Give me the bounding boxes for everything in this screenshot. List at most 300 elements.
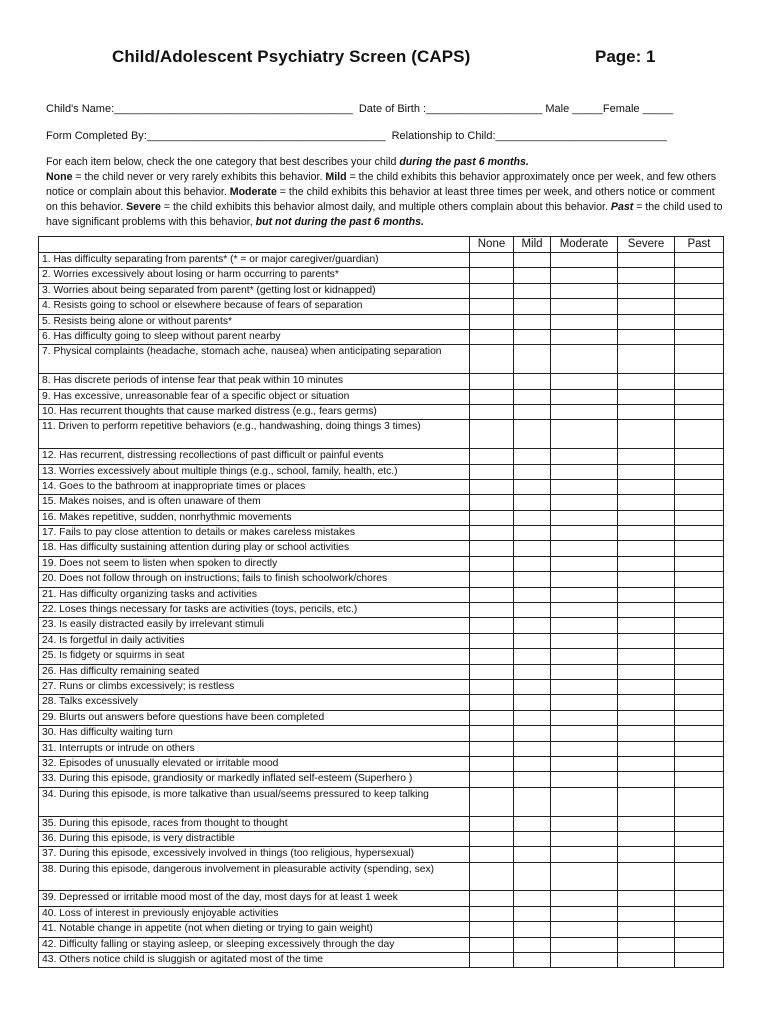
def-severe: = the child exhibits this behavior almost daily, and multiple others complain about this behavior. — [160, 201, 611, 213]
checkbox-cell-none[interactable] — [470, 618, 514, 633]
checkbox-cell-mild[interactable] — [514, 556, 551, 571]
table-row — [39, 464, 724, 479]
checkbox-cell-severe[interactable] — [618, 649, 675, 664]
label-severe: Severe — [126, 201, 161, 213]
checkbox-cell-past[interactable] — [675, 741, 724, 756]
checkbox-cell-past[interactable] — [675, 618, 724, 633]
checkbox-cell-moderate[interactable] — [551, 587, 618, 602]
item-text: 26. Has difficulty remaining seated — [39, 664, 470, 679]
table-body — [39, 253, 724, 968]
table-row — [39, 618, 724, 633]
checkbox-cell-none[interactable] — [470, 526, 514, 541]
checkbox-cell-past[interactable] — [675, 664, 724, 679]
checkbox-cell-none[interactable] — [470, 572, 514, 587]
checkbox-cell-past[interactable] — [675, 329, 724, 344]
checkbox-cell-moderate[interactable] — [551, 314, 618, 329]
checkbox-cell-severe[interactable] — [618, 695, 675, 710]
checkbox-cell-none[interactable] — [470, 953, 514, 968]
checkbox-cell-none[interactable] — [470, 756, 514, 771]
item-text: 32. Episodes of unusually elevated or irritable mood — [39, 756, 470, 771]
checkbox-cell-moderate[interactable] — [551, 603, 618, 618]
item-text: 15. Makes noises, and is often unaware of them — [39, 495, 470, 510]
checkbox-cell-mild[interactable] — [514, 329, 551, 344]
child-info-line[interactable]: Child's Name:_______________________________________ Date of Birth :___________________ Male _____Female _____ — [46, 103, 674, 115]
checkbox-cell-severe[interactable] — [618, 526, 675, 541]
table-row — [39, 695, 724, 710]
item-text: 8. Has discrete periods of intense fear that peak within 10 minutes — [39, 374, 470, 389]
checkbox-cell-severe[interactable] — [618, 253, 675, 268]
checkbox-cell-moderate[interactable] — [551, 618, 618, 633]
checkbox-cell-past[interactable] — [675, 862, 724, 891]
table-row — [39, 420, 724, 449]
item-text: 24. Is forgetful in daily activities — [39, 633, 470, 648]
checkbox-cell-past[interactable] — [675, 922, 724, 937]
checkbox-cell-none[interactable] — [470, 772, 514, 787]
checkbox-cell-none[interactable] — [470, 710, 514, 725]
checkbox-cell-moderate[interactable] — [551, 510, 618, 525]
checkbox-cell-moderate[interactable] — [551, 556, 618, 571]
item-text: 33. During this episode, grandiosity or markedly inflated self-esteem (Superhero ) — [39, 772, 470, 787]
checkbox-cell-past[interactable] — [675, 510, 724, 525]
item-text: 6. Has difficulty going to sleep without parent nearby — [39, 329, 470, 344]
checkbox-cell-mild[interactable] — [514, 253, 551, 268]
item-text: 18. Has difficulty sustaining attention during play or school activities — [39, 541, 470, 556]
item-text: 10. Has recurrent thoughts that cause marked distress (e.g., fears germs) — [39, 404, 470, 419]
checkbox-cell-past[interactable] — [675, 526, 724, 541]
table-row — [39, 710, 724, 725]
checkbox-cell-severe[interactable] — [618, 374, 675, 389]
col-header-severe: Severe — [618, 237, 675, 253]
def-past-em: but not during the past 6 months. — [255, 216, 424, 228]
table-row — [39, 404, 724, 419]
item-text: 17. Fails to pay close attention to details or makes careless mistakes — [39, 526, 470, 541]
checkbox-cell-mild[interactable] — [514, 526, 551, 541]
checkbox-cell-mild[interactable] — [514, 772, 551, 787]
checkbox-cell-moderate[interactable] — [551, 479, 618, 494]
checkbox-cell-moderate[interactable] — [551, 937, 618, 952]
checkbox-cell-moderate[interactable] — [551, 726, 618, 741]
checkbox-cell-severe[interactable] — [618, 726, 675, 741]
checkbox-cell-severe[interactable] — [618, 541, 675, 556]
checkbox-cell-past[interactable] — [675, 816, 724, 831]
checkbox-cell-mild[interactable] — [514, 374, 551, 389]
checkbox-cell-none[interactable] — [470, 495, 514, 510]
item-text: 14. Goes to the bathroom at inappropriate times or places — [39, 479, 470, 494]
def-moderate: = the child exhibits this behavior at least three times per week, and others notice or comment on this behavior. — [46, 186, 715, 213]
checkbox-cell-none[interactable] — [470, 479, 514, 494]
table-row — [39, 374, 724, 389]
checkbox-cell-mild[interactable] — [514, 847, 551, 862]
checkbox-cell-past[interactable] — [675, 420, 724, 449]
col-header-mild: Mild — [514, 237, 551, 253]
checkbox-cell-mild[interactable] — [514, 268, 551, 283]
item-text: 23. Is easily distracted easily by irrelevant stimuli — [39, 618, 470, 633]
checkbox-cell-moderate[interactable] — [551, 374, 618, 389]
table-row — [39, 268, 724, 283]
item-text: 19. Does not seem to listen when spoken to directly — [39, 556, 470, 571]
checkbox-cell-none[interactable] — [470, 420, 514, 449]
checkbox-cell-mild[interactable] — [514, 603, 551, 618]
checkbox-cell-past[interactable] — [675, 283, 724, 298]
checkbox-cell-past[interactable] — [675, 633, 724, 648]
checkbox-cell-mild[interactable] — [514, 464, 551, 479]
checkbox-cell-mild[interactable] — [514, 541, 551, 556]
checkbox-cell-moderate[interactable] — [551, 464, 618, 479]
label-mild: Mild — [325, 171, 347, 183]
checkbox-cell-past[interactable] — [675, 449, 724, 464]
item-text: 30. Has difficulty waiting turn — [39, 726, 470, 741]
checkbox-cell-mild[interactable] — [514, 495, 551, 510]
checkbox-cell-mild[interactable] — [514, 345, 551, 374]
checkbox-cell-severe[interactable] — [618, 329, 675, 344]
checkbox-cell-none[interactable] — [470, 816, 514, 831]
table-row — [39, 299, 724, 314]
checkbox-cell-severe[interactable] — [618, 862, 675, 891]
checkbox-cell-none[interactable] — [470, 937, 514, 952]
checkbox-cell-severe[interactable] — [618, 618, 675, 633]
table-row — [39, 922, 724, 937]
checkbox-cell-mild[interactable] — [514, 449, 551, 464]
checkbox-cell-none[interactable] — [470, 664, 514, 679]
checkbox-cell-past[interactable] — [675, 464, 724, 479]
checkbox-cell-moderate[interactable] — [551, 741, 618, 756]
checkbox-cell-none[interactable] — [470, 314, 514, 329]
checkbox-cell-moderate[interactable] — [551, 787, 618, 816]
checkbox-cell-severe[interactable] — [618, 816, 675, 831]
checkbox-cell-severe[interactable] — [618, 831, 675, 846]
instr-intro-em: during the past 6 months. — [399, 156, 529, 168]
checkbox-cell-moderate[interactable] — [551, 664, 618, 679]
checkbox-cell-mild[interactable] — [514, 679, 551, 694]
checkbox-cell-moderate[interactable] — [551, 268, 618, 283]
col-header-none: None — [470, 237, 514, 253]
checkbox-cell-moderate[interactable] — [551, 572, 618, 587]
checkbox-cell-severe[interactable] — [618, 299, 675, 314]
checkbox-cell-past[interactable] — [675, 587, 724, 602]
checkbox-cell-severe[interactable] — [618, 787, 675, 816]
checkbox-cell-mild[interactable] — [514, 633, 551, 648]
checkbox-cell-mild[interactable] — [514, 816, 551, 831]
checkbox-cell-moderate[interactable] — [551, 299, 618, 314]
item-text: 41. Notable change in appetite (not when dieting or trying to gain weight) — [39, 922, 470, 937]
checkbox-cell-moderate[interactable] — [551, 862, 618, 891]
checkbox-cell-none[interactable] — [470, 329, 514, 344]
table-row — [39, 572, 724, 587]
checkbox-cell-mild[interactable] — [514, 389, 551, 404]
item-text: 7. Physical complaints (headache, stomach ache, nausea) when anticipating separation — [39, 345, 470, 374]
checkbox-cell-moderate[interactable] — [551, 253, 618, 268]
checkbox-cell-moderate[interactable] — [551, 649, 618, 664]
item-text: 25. Is fidgety or squirms in seat — [39, 649, 470, 664]
label-moderate: Moderate — [229, 186, 277, 198]
checkbox-cell-none[interactable] — [470, 587, 514, 602]
checkbox-cell-past[interactable] — [675, 787, 724, 816]
table-row — [39, 541, 724, 556]
checkbox-cell-moderate[interactable] — [551, 922, 618, 937]
form-completed-line[interactable]: Form Completed By:_______________________________________ Relationship to Child:____________________________ — [46, 130, 667, 142]
checkbox-cell-moderate[interactable] — [551, 679, 618, 694]
checkbox-cell-past[interactable] — [675, 374, 724, 389]
checkbox-cell-moderate[interactable] — [551, 633, 618, 648]
checkbox-cell-moderate[interactable] — [551, 891, 618, 906]
symptom-table — [38, 236, 724, 968]
checkbox-cell-past[interactable] — [675, 649, 724, 664]
checkbox-cell-moderate[interactable] — [551, 772, 618, 787]
checkbox-cell-severe[interactable] — [618, 710, 675, 725]
checkbox-cell-none[interactable] — [470, 787, 514, 816]
checkbox-cell-moderate[interactable] — [551, 495, 618, 510]
checkbox-cell-severe[interactable] — [618, 464, 675, 479]
table-row — [39, 587, 724, 602]
checkbox-cell-past[interactable] — [675, 772, 724, 787]
checkbox-cell-severe[interactable] — [618, 283, 675, 298]
checkbox-cell-none[interactable] — [470, 679, 514, 694]
checkbox-cell-severe[interactable] — [618, 664, 675, 679]
item-text: 11. Driven to perform repetitive behaviors (e.g., handwashing, doing things 3 times) — [39, 420, 470, 449]
checkbox-cell-severe[interactable] — [618, 937, 675, 952]
checkbox-cell-mild[interactable] — [514, 756, 551, 771]
checkbox-cell-none[interactable] — [470, 726, 514, 741]
checkbox-cell-severe[interactable] — [618, 389, 675, 404]
checkbox-cell-severe[interactable] — [618, 603, 675, 618]
item-text: 35. During this episode, races from thought to thought — [39, 816, 470, 831]
checkbox-cell-none[interactable] — [470, 922, 514, 937]
item-text: 40. Loss of interest in previously enjoyable activities — [39, 906, 470, 921]
checkbox-cell-past[interactable] — [675, 345, 724, 374]
checkbox-cell-none[interactable] — [470, 847, 514, 862]
checkbox-cell-severe[interactable] — [618, 345, 675, 374]
checkbox-cell-past[interactable] — [675, 479, 724, 494]
table-row — [39, 787, 724, 816]
checkbox-cell-past[interactable] — [675, 404, 724, 419]
item-text: 43. Others notice child is sluggish or agitated most of the time — [39, 953, 470, 968]
page-title: Child/Adolescent Psychiatry Screen (CAPS) — [112, 47, 471, 66]
table-row — [39, 510, 724, 525]
item-text: 12. Has recurrent, distressing recollections of past difficult or painful events — [39, 449, 470, 464]
checkbox-cell-severe[interactable] — [618, 922, 675, 937]
item-text: 36. During this episode, is very distractible — [39, 831, 470, 846]
checkbox-cell-severe[interactable] — [618, 772, 675, 787]
checkbox-cell-none[interactable] — [470, 633, 514, 648]
checkbox-cell-moderate[interactable] — [551, 283, 618, 298]
checkbox-cell-none[interactable] — [470, 603, 514, 618]
checkbox-cell-past[interactable] — [675, 695, 724, 710]
checkbox-cell-none[interactable] — [470, 299, 514, 314]
col-header-moderate: Moderate — [551, 237, 618, 253]
checkbox-cell-past[interactable] — [675, 603, 724, 618]
item-text: 13. Worries excessively about multiple things (e.g., school, family, health, etc.) — [39, 464, 470, 479]
checkbox-cell-moderate[interactable] — [551, 847, 618, 862]
table-header-row — [39, 237, 724, 253]
checkbox-cell-past[interactable] — [675, 572, 724, 587]
checkbox-cell-none[interactable] — [470, 741, 514, 756]
checkbox-cell-severe[interactable] — [618, 679, 675, 694]
checkbox-cell-moderate[interactable] — [551, 695, 618, 710]
checkbox-cell-none[interactable] — [470, 283, 514, 298]
checkbox-cell-severe[interactable] — [618, 741, 675, 756]
checkbox-cell-mild[interactable] — [514, 695, 551, 710]
checkbox-cell-severe[interactable] — [618, 314, 675, 329]
checkbox-cell-severe[interactable] — [618, 495, 675, 510]
checkbox-cell-moderate[interactable] — [551, 710, 618, 725]
table-row — [39, 449, 724, 464]
checkbox-cell-past[interactable] — [675, 495, 724, 510]
checkbox-cell-moderate[interactable] — [551, 816, 618, 831]
checkbox-cell-none[interactable] — [470, 510, 514, 525]
item-text: 29. Blurts out answers before questions have been completed — [39, 710, 470, 725]
checkbox-cell-mild[interactable] — [514, 787, 551, 816]
checkbox-cell-moderate[interactable] — [551, 541, 618, 556]
checkbox-cell-none[interactable] — [470, 862, 514, 891]
checkbox-cell-mild[interactable] — [514, 741, 551, 756]
checkbox-cell-mild[interactable] — [514, 862, 551, 891]
checkbox-cell-mild[interactable] — [514, 420, 551, 449]
checkbox-cell-mild[interactable] — [514, 618, 551, 633]
checkbox-cell-past[interactable] — [675, 831, 724, 846]
checkbox-cell-past[interactable] — [675, 556, 724, 571]
checkbox-cell-none[interactable] — [470, 831, 514, 846]
checkbox-cell-past[interactable] — [675, 937, 724, 952]
checkbox-cell-past[interactable] — [675, 710, 724, 725]
checkbox-cell-past[interactable] — [675, 847, 724, 862]
table-row — [39, 741, 724, 756]
checkbox-cell-mild[interactable] — [514, 479, 551, 494]
checkbox-cell-mild[interactable] — [514, 283, 551, 298]
checkbox-cell-moderate[interactable] — [551, 953, 618, 968]
checkbox-cell-severe[interactable] — [618, 556, 675, 571]
checkbox-cell-moderate[interactable] — [551, 449, 618, 464]
table-row — [39, 891, 724, 906]
table-row — [39, 314, 724, 329]
table-row — [39, 756, 724, 771]
checkbox-cell-past[interactable] — [675, 253, 724, 268]
item-text: 27. Runs or climbs excessively; is restless — [39, 679, 470, 694]
checkbox-cell-mild[interactable] — [514, 314, 551, 329]
checkbox-cell-severe[interactable] — [618, 268, 675, 283]
checkbox-cell-moderate[interactable] — [551, 404, 618, 419]
item-text: 21. Has difficulty organizing tasks and activities — [39, 587, 470, 602]
item-text: 37. During this episode, excessively involved in things (too religious, hypersexual) — [39, 847, 470, 862]
item-text: 31. Interrupts or intrude on others — [39, 741, 470, 756]
table-row — [39, 329, 724, 344]
checkbox-cell-mild[interactable] — [514, 891, 551, 906]
checkbox-cell-moderate[interactable] — [551, 420, 618, 449]
table-row — [39, 283, 724, 298]
checkbox-cell-mild[interactable] — [514, 299, 551, 314]
checkbox-cell-none[interactable] — [470, 891, 514, 906]
checkbox-cell-moderate[interactable] — [551, 526, 618, 541]
checkbox-cell-past[interactable] — [675, 953, 724, 968]
checkbox-cell-past[interactable] — [675, 726, 724, 741]
checkbox-cell-moderate[interactable] — [551, 756, 618, 771]
checkbox-cell-severe[interactable] — [618, 587, 675, 602]
checkbox-cell-none[interactable] — [470, 389, 514, 404]
checkbox-cell-mild[interactable] — [514, 922, 551, 937]
item-text: 20. Does not follow through on instructions; fails to finish schoolwork/chores — [39, 572, 470, 587]
checkbox-cell-none[interactable] — [470, 374, 514, 389]
table-row — [39, 726, 724, 741]
checkbox-cell-moderate[interactable] — [551, 329, 618, 344]
checkbox-cell-severe[interactable] — [618, 633, 675, 648]
checkbox-cell-past[interactable] — [675, 906, 724, 921]
checkbox-cell-severe[interactable] — [618, 479, 675, 494]
item-text: 42. Difficulty falling or staying asleep, or sleeping excessively through the day — [39, 937, 470, 952]
checkbox-cell-moderate[interactable] — [551, 389, 618, 404]
checkbox-cell-past[interactable] — [675, 541, 724, 556]
item-text: 38. During this episode, dangerous involvement in pleasurable activity (spending, sex) — [39, 862, 470, 891]
item-text: 39. Depressed or irritable mood most of the day, most days for at least 1 week — [39, 891, 470, 906]
checkbox-cell-severe[interactable] — [618, 756, 675, 771]
checkbox-cell-past[interactable] — [675, 389, 724, 404]
table-row — [39, 906, 724, 921]
checkbox-cell-none[interactable] — [470, 541, 514, 556]
checkbox-cell-none[interactable] — [470, 404, 514, 419]
table-row — [39, 772, 724, 787]
checkbox-cell-mild[interactable] — [514, 664, 551, 679]
checkbox-cell-none[interactable] — [470, 345, 514, 374]
checkbox-cell-mild[interactable] — [514, 404, 551, 419]
table-row — [39, 253, 724, 268]
checkbox-cell-severe[interactable] — [618, 510, 675, 525]
header-blank — [39, 237, 470, 253]
checkbox-cell-past[interactable] — [675, 756, 724, 771]
checkbox-cell-past[interactable] — [675, 268, 724, 283]
table-row — [39, 831, 724, 846]
def-mild: = the child exhibits this behavior approximately once per week, and few others notice or complain about this behavior. — [46, 171, 717, 198]
checkbox-cell-severe[interactable] — [618, 572, 675, 587]
checkbox-cell-mild[interactable] — [514, 953, 551, 968]
checkbox-cell-past[interactable] — [675, 891, 724, 906]
checkbox-cell-mild[interactable] — [514, 726, 551, 741]
checkbox-cell-mild[interactable] — [514, 649, 551, 664]
checkbox-cell-severe[interactable] — [618, 404, 675, 419]
checkbox-cell-none[interactable] — [470, 695, 514, 710]
item-text: 28. Talks excessively — [39, 695, 470, 710]
item-text: 5. Resists being alone or without parents* — [39, 314, 470, 329]
checkbox-cell-mild[interactable] — [514, 710, 551, 725]
checkbox-cell-moderate[interactable] — [551, 906, 618, 921]
checkbox-cell-severe[interactable] — [618, 891, 675, 906]
checkbox-cell-moderate[interactable] — [551, 345, 618, 374]
checkbox-cell-none[interactable] — [470, 906, 514, 921]
checkbox-cell-past[interactable] — [675, 314, 724, 329]
table-row — [39, 679, 724, 694]
checkbox-cell-none[interactable] — [470, 268, 514, 283]
checkbox-cell-past[interactable] — [675, 679, 724, 694]
table-row — [39, 953, 724, 968]
checkbox-cell-mild[interactable] — [514, 510, 551, 525]
checkbox-cell-none[interactable] — [470, 556, 514, 571]
checkbox-cell-severe[interactable] — [618, 953, 675, 968]
instructions — [46, 155, 726, 230]
checkbox-cell-mild[interactable] — [514, 831, 551, 846]
checkbox-cell-mild[interactable] — [514, 937, 551, 952]
checkbox-cell-mild[interactable] — [514, 906, 551, 921]
item-text: 2. Worries excessively about losing or harm occurring to parents* — [39, 268, 470, 283]
checkbox-cell-none[interactable] — [470, 649, 514, 664]
checkbox-cell-moderate[interactable] — [551, 831, 618, 846]
checkbox-cell-past[interactable] — [675, 299, 724, 314]
checkbox-cell-none[interactable] — [470, 449, 514, 464]
checkbox-cell-severe[interactable] — [618, 420, 675, 449]
checkbox-cell-none[interactable] — [470, 464, 514, 479]
checkbox-cell-mild[interactable] — [514, 587, 551, 602]
checkbox-cell-none[interactable] — [470, 253, 514, 268]
checkbox-cell-severe[interactable] — [618, 449, 675, 464]
checkbox-cell-mild[interactable] — [514, 572, 551, 587]
checkbox-cell-severe[interactable] — [618, 906, 675, 921]
checkbox-cell-severe[interactable] — [618, 847, 675, 862]
